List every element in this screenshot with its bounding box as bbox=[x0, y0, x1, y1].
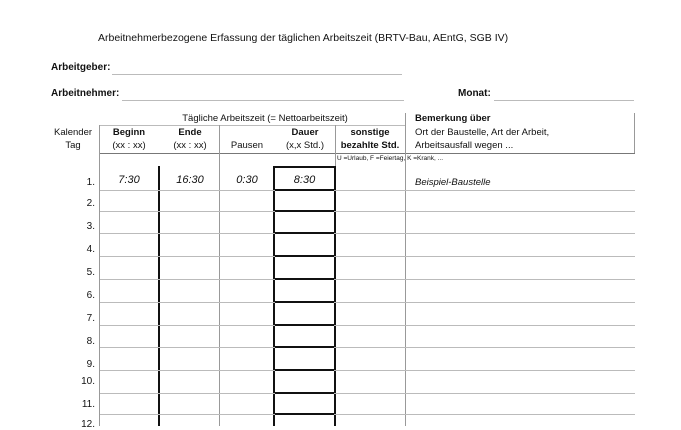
row-line bbox=[100, 190, 635, 191]
arbeitgeber-field[interactable] bbox=[112, 74, 402, 75]
day-number: 2. bbox=[86, 198, 95, 209]
col-bemerkung-line2: Ort der Baustelle, Art der Arbeit, bbox=[415, 127, 550, 138]
day-number: 7. bbox=[86, 313, 95, 324]
row-line bbox=[100, 233, 635, 234]
col-sonstige-line1: sonstige bbox=[350, 127, 390, 138]
col-tag-line2: Tag bbox=[65, 140, 81, 151]
monat-label: Monat: bbox=[458, 88, 491, 99]
day-number: 3. bbox=[86, 221, 95, 232]
col-ende-line1: Ende bbox=[178, 127, 202, 138]
example-beginn: 7:30 bbox=[118, 174, 140, 186]
col-beginn-line1: Beginn bbox=[112, 127, 146, 138]
group-header: Tägliche Arbeitszeit (= Nettoarbeitszeit) bbox=[182, 113, 348, 124]
dauer-cell-border bbox=[275, 210, 334, 212]
header-bottom-line bbox=[100, 153, 635, 154]
dauer-cell-border bbox=[275, 189, 334, 191]
col-sonstige-line2: bezahlte Std. bbox=[340, 140, 400, 151]
arbeitgeber-label: Arbeitgeber: bbox=[51, 62, 111, 73]
row-line bbox=[100, 302, 635, 303]
col-divider-beginn-ende bbox=[158, 166, 160, 426]
row-line bbox=[100, 256, 635, 257]
day-number: 10. bbox=[81, 376, 95, 387]
col-ende-line2: (xx : xx) bbox=[173, 140, 207, 151]
dauer-cell-border bbox=[275, 301, 334, 303]
row-line bbox=[100, 325, 635, 326]
col-dauer-left-border bbox=[273, 166, 275, 426]
dauer-cell-border bbox=[275, 278, 334, 280]
example-pausen: 0:30 bbox=[236, 174, 258, 186]
row-line bbox=[100, 393, 635, 394]
col-pausen: Pausen bbox=[230, 140, 264, 151]
col-tag-line1: Kalender bbox=[53, 127, 93, 138]
col-dauer-right-border bbox=[334, 166, 336, 426]
row-line bbox=[100, 347, 635, 348]
row-line bbox=[100, 370, 635, 371]
col-divider-pausen bbox=[219, 125, 220, 426]
dauer-cell-border bbox=[275, 232, 334, 234]
row-line bbox=[100, 414, 635, 415]
day-number: 8. bbox=[86, 336, 95, 347]
dauer-cell-border bbox=[275, 392, 334, 394]
col-bemerkung-line1: Bemerkung über bbox=[415, 113, 491, 124]
day-number: 9. bbox=[86, 359, 95, 370]
page-title: Arbeitnehmerbezogene Erfassung der täglichen Arbeitszeit (BRTV-Bau, AEntG, SGB IV) bbox=[98, 32, 509, 44]
dauer-cell-border bbox=[275, 413, 334, 415]
example-dauer: 8:30 bbox=[293, 174, 316, 186]
col-dauer-line1: Dauer bbox=[291, 127, 319, 138]
day-number: 4. bbox=[86, 244, 95, 255]
dauer-cell-border bbox=[275, 324, 334, 326]
example-ende: 16:30 bbox=[176, 174, 204, 186]
col-divider-bemerkung bbox=[405, 113, 406, 426]
day-number: 1. bbox=[86, 177, 95, 188]
example-bemerkung: Beispiel-Baustelle bbox=[415, 177, 491, 188]
col-divider-right bbox=[634, 113, 635, 153]
dauer-cell-border bbox=[275, 166, 334, 168]
header-divider bbox=[100, 125, 405, 126]
monat-field[interactable] bbox=[494, 100, 634, 101]
col-divider-tag bbox=[99, 125, 100, 426]
legend-text: U =Urlaub, F =Feiertag, K =Krank, ... bbox=[337, 155, 444, 162]
dauer-cell-border bbox=[275, 346, 334, 348]
col-beginn-line2: (xx : xx) bbox=[112, 140, 146, 151]
day-number: 6. bbox=[86, 290, 95, 301]
arbeitnehmer-field[interactable] bbox=[122, 100, 404, 101]
arbeitnehmer-label: Arbeitnehmer: bbox=[51, 88, 120, 99]
row-line bbox=[100, 211, 635, 212]
col-dauer-line2: (x,x Std.) bbox=[285, 140, 324, 151]
col-bemerkung-line3: Arbeitsausfall wegen ... bbox=[415, 140, 514, 151]
dauer-cell-border bbox=[275, 369, 334, 371]
day-number: 11. bbox=[81, 399, 95, 410]
day-number: 5. bbox=[86, 267, 95, 278]
day-number: 12. bbox=[81, 419, 95, 430]
row-line bbox=[100, 279, 635, 280]
dauer-cell-border bbox=[275, 255, 334, 257]
